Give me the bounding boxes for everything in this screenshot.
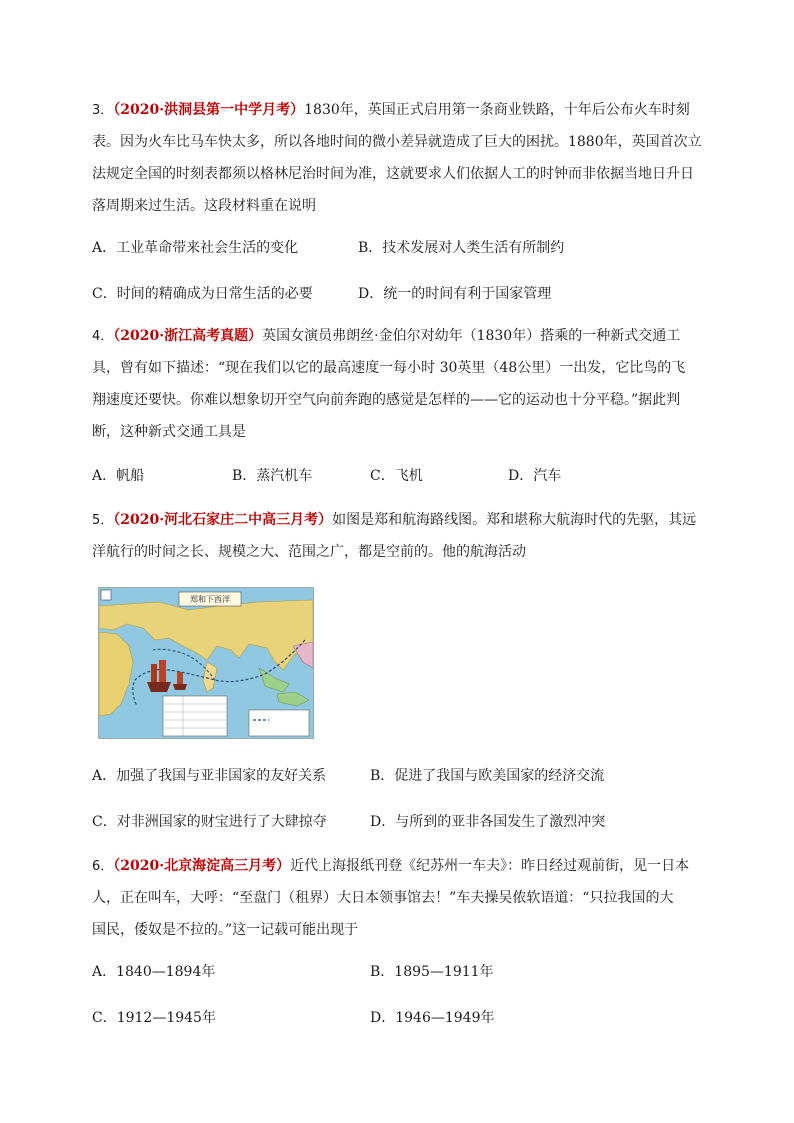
q5-text-1: 如图是郑和航海路线图。郑和堪称大航海时代的先驱，其远 (332, 512, 697, 528)
map-illustration (99, 588, 313, 738)
q4-source: （2020·浙江高考真题） (113, 328, 263, 344)
q3-option-c[interactable]: C．时间的精确成为日常生活的必要 (92, 286, 313, 302)
q3-stem-line3: 法规定全国的时刻表都须以格林尼治时间为准，这就要求人们依据人工的时钟而非依据当地日升日 (92, 166, 694, 182)
q6-stem-line2: 人，正在叫车，大呼：“至盘门（租界）大日本领事馆去！”车夫操吴侬软语道：“只拉我国的大 (92, 890, 674, 906)
map-title: 郑和下西洋 (190, 595, 230, 604)
q5-stem-line2: 洋航行的时间之长、规模之大、范围之广，都是空前的。他的航海活动 (92, 544, 526, 560)
q6-option-b[interactable]: B．1895—1911年 (370, 964, 494, 980)
q4-option-c[interactable]: C．飞机 (370, 468, 423, 484)
q3-option-d[interactable]: D．统一的时间有利于国家管理 (358, 286, 552, 302)
q5-source: （2020·河北石家庄二中高三月考） (113, 512, 333, 528)
q6-text-1: 近代上海报纸刊登《纪苏州一车夫》：昨日经过观前街，见一日本 (290, 858, 690, 874)
q4-stem-line1 (92, 326, 680, 347)
q6-number: 6． (92, 859, 114, 874)
q5-stem-line1 (92, 510, 696, 531)
q5-option-a[interactable]: A．加强了我国与亚非国家的友好关系 (92, 768, 327, 784)
q6-stem-line1 (92, 856, 689, 877)
q5-number: 5． (92, 513, 114, 528)
q5-option-b[interactable]: B．促进了我国与欧美国家的经济交流 (370, 768, 605, 784)
q6-option-a[interactable]: A．1840—1894年 (92, 964, 216, 980)
q6-option-d[interactable]: D．1946—1949年 (370, 1010, 495, 1026)
q5-option-c[interactable]: C．对非洲国家的财宝进行了大肆掠夺 (92, 814, 327, 830)
q3-option-b[interactable]: B．技术发展对人类生活有所制约 (358, 240, 565, 256)
q4-option-a[interactable]: A．帆船 (92, 468, 145, 484)
q3-number: 3． (92, 103, 114, 118)
q3-source: （2020·洪洞县第一中学月考） (113, 102, 305, 118)
q3-text-1: 1830年，英国正式启用第一条商业铁路，十年后公布火车时刻 (304, 102, 690, 118)
q3-stem-line1 (92, 100, 690, 121)
q6-stem-line3: 国民，倭奴是不拉的。”这一记载可能出现于 (92, 922, 359, 938)
q4-stem-line3: 翔速度还要快。你难以想象切开空气向前奔跑的感觉是怎样的——它的运动也十分平稳。”据此判 (92, 392, 681, 408)
q4-text-1: 英国女演员弗朗丝·金伯尔对幼年（1830年）搭乘的一种新式交通工 (262, 328, 681, 344)
q4-stem-line2: 具，曾有如下描述：“现在我们以它的最高速度一每小时 30英里（48公里）一出发，它比鸟的飞 (92, 360, 686, 376)
q4-stem-line4: 断，这种新式交通工具是 (92, 424, 246, 440)
q4-option-b[interactable]: B．蒸汽机车 (232, 468, 313, 484)
q5-option-d[interactable]: D．与所到的亚非各国发生了激烈冲突 (370, 814, 606, 830)
q3-option-a[interactable]: A．工业革命带来社会生活的变化 (92, 240, 299, 256)
q3-stem-line4: 落周期来过生活。这段材料重在说明 (92, 198, 316, 214)
q6-option-c[interactable]: C．1912—1945年 (92, 1010, 216, 1026)
q4-number: 4． (92, 329, 114, 344)
q6-source: （2020·北京海淀高三月考） (113, 858, 291, 874)
zheng-he-voyage-map (98, 587, 314, 739)
q4-option-d[interactable]: D．汽车 (508, 468, 562, 484)
q3-stem-line2: 表。因为火车比马车快太多，所以各地时间的微小差异就造成了巨大的困扰。1880年，英国首次立 (92, 134, 702, 150)
